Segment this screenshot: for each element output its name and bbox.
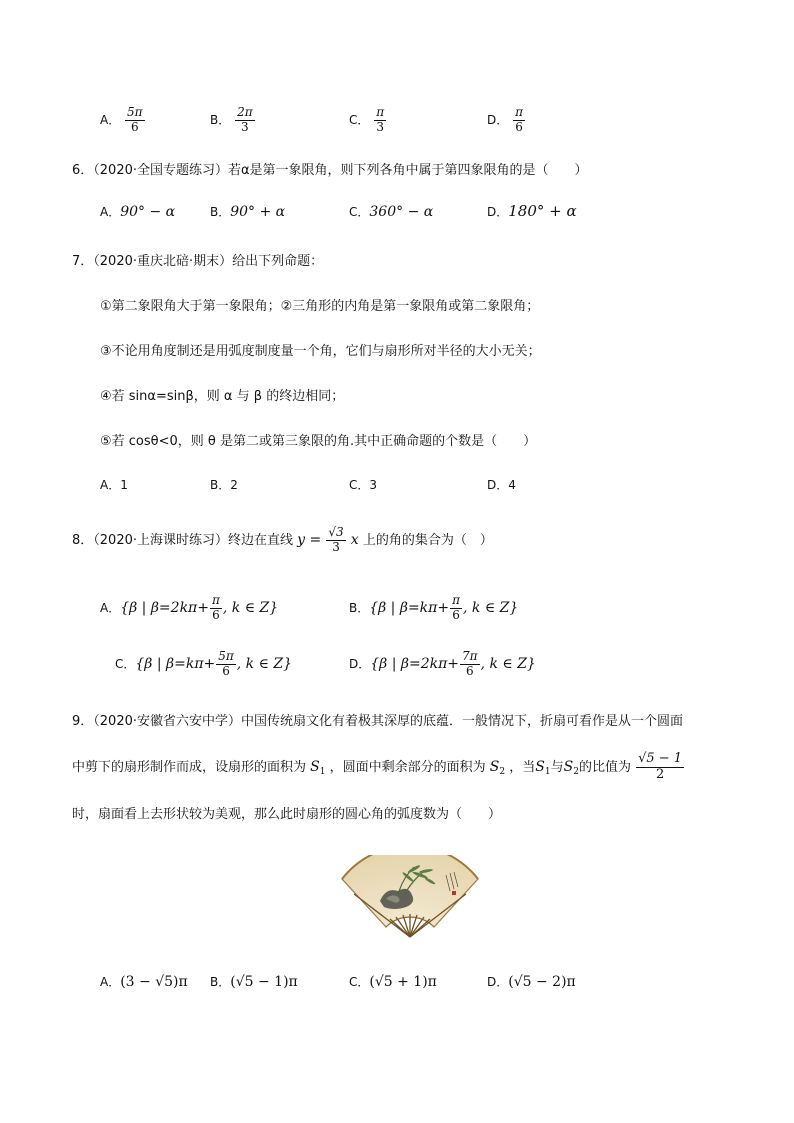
q6-option-d: D．180° + α bbox=[487, 202, 577, 220]
folding-fan-image bbox=[340, 855, 480, 940]
q8-option-b: B．{β | β=kπ+ $\frac{\pi}{6}$ , k ∈ Z} bbox=[349, 593, 519, 622]
q7-statement-1-2: ①第二象限角大于第一象限角；②三角形的内角是第一象限角或第二象限角； bbox=[100, 299, 540, 314]
question-9-line-1: 9．（2020·安徽省六安中学）中国传统扇文化有着极其深厚的底蕴．一般情况下，折扇可看作是从一个圆面 bbox=[72, 714, 683, 729]
q8-option-d: D．{β | β=2kπ+ $\frac{7\pi}{6}$ , k ∈ Z} bbox=[349, 649, 536, 678]
question-6-stem: 6．（2020·全国专题练习）若α是第一象限角，则下列各角中属于第四象限角的是（ ） bbox=[72, 163, 588, 178]
question-7-stem: 7．（2020·重庆北碚·期末）给出下列命题： bbox=[72, 254, 324, 269]
q7-option-d: D．4 bbox=[487, 478, 516, 492]
q6-option-a: A．90° − α bbox=[100, 204, 176, 220]
q5-option-a: A． $\frac{5\pi}{6}$ bbox=[100, 105, 143, 134]
q6-option-c: C．360° − α bbox=[349, 204, 434, 220]
q9-option-c: C．(√5 + 1)π bbox=[349, 974, 437, 990]
q9-option-a: A．(3 − √5)π bbox=[100, 974, 188, 990]
question-8-stem: 8．（2020·上海课时练习）终边在直线 y = $\frac{√3}{3}$ x 上的角的集合为（ ） bbox=[72, 525, 493, 554]
question-9-line-2: 中剪下的扇形制作而成，设扇形的面积为 $S_1$ ，圆面中剩余部分的面积为 $S_2$ ，当$S_1$与$S_2$的比值为 $\frac{√5 - 1}{2}$ bbox=[72, 751, 683, 782]
q6-option-b: B．90° + α bbox=[210, 204, 286, 220]
q7-statement-4: ④若 sinα=sinβ，则 α 与 β 的终边相同； bbox=[100, 389, 345, 404]
q8-option-c: C．{β | β=kπ+ $\frac{5\pi}{6}$ , k ∈ Z} bbox=[115, 649, 293, 678]
q5-option-b: B． $\frac{2\pi}{3}$ bbox=[210, 105, 253, 134]
q5-option-c: C． $\frac{\pi}{3}$ bbox=[349, 105, 385, 134]
q9-option-d: D．(√5 − 2)π bbox=[487, 974, 576, 990]
question-9-line-3: 时，扇面看上去形状较为美观，那么此时扇形的圆心角的弧度数为（ ） bbox=[72, 807, 502, 822]
q7-statement-3: ③不论用角度制还是用弧度制度量一个角，它们与扇形所对半径的大小无关； bbox=[100, 344, 541, 359]
q7-option-a: A．1 bbox=[100, 478, 128, 492]
q8-option-a: A．{β | β=2kπ+ $\frac{\pi}{6}$ , k ∈ Z} bbox=[100, 593, 279, 622]
q9-option-b: B．(√5 − 1)π bbox=[210, 974, 298, 990]
q7-option-b: B．2 bbox=[210, 478, 238, 492]
q5-option-d: D． $\frac{\pi}{6}$ bbox=[487, 105, 523, 134]
q7-option-c: C．3 bbox=[349, 478, 378, 492]
q7-statement-5: ⑤若 cosθ<0，则 θ 是第二或第三象限的角.其中正确命题的个数是（ ） bbox=[100, 434, 537, 449]
